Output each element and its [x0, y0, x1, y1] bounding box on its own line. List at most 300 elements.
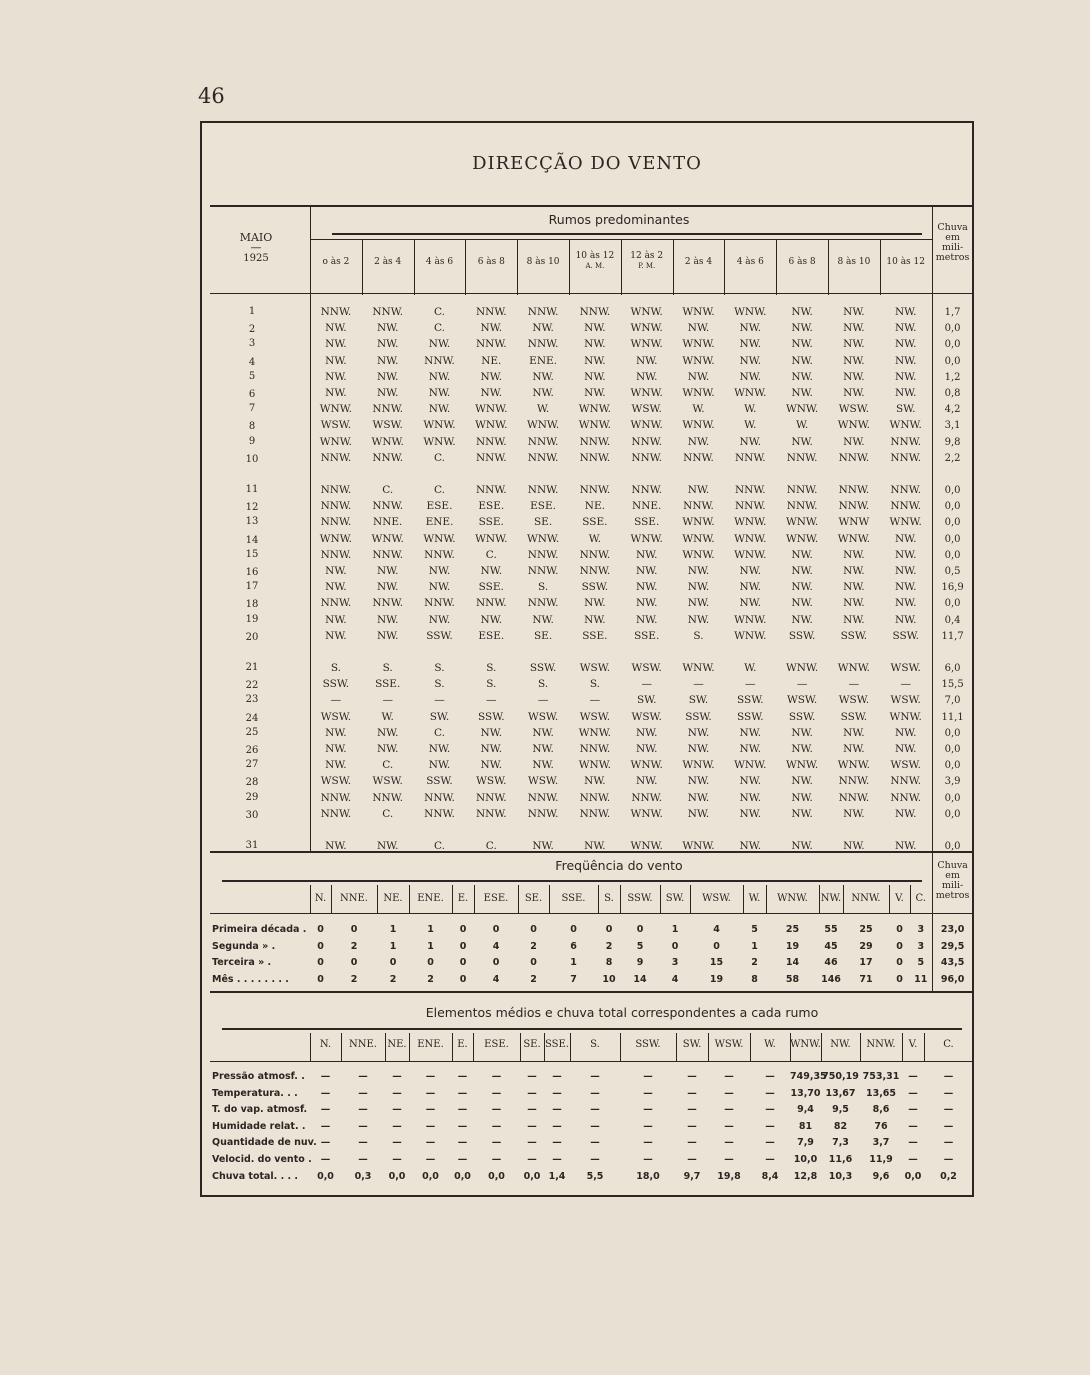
time-column-header — [310, 257, 362, 267]
wind-direction-cell: NNW. — [475, 791, 507, 804]
direction-column-header: SSE. — [544, 1039, 569, 1050]
wind-direction-cell: NNW. — [475, 484, 507, 496]
element-cell: — — [643, 1071, 653, 1082]
direction-column-header: NE. — [383, 893, 403, 904]
wind-direction-cell: SSW. — [685, 710, 712, 723]
wind-direction-cell: NNW. — [320, 807, 352, 820]
wind-direction-cell: NW. — [791, 840, 813, 852]
frequency-cell: 0 — [459, 924, 467, 935]
element-cell: — — [908, 1154, 918, 1165]
element-cell: — — [527, 1120, 537, 1132]
wind-direction-cell: S. — [538, 581, 549, 594]
element-cell: — — [457, 1120, 468, 1132]
frequency-cell: 1 — [389, 924, 397, 935]
wind-direction-cell: NW. — [376, 322, 399, 335]
element-cell: — — [908, 1087, 918, 1099]
element-cell: 0,0 — [422, 1170, 439, 1182]
wind-direction-cell: NW. — [687, 775, 710, 788]
wind-direction-cell: WNW. — [889, 419, 922, 432]
wind-direction-cell: W. — [744, 419, 757, 432]
frequency-cell: 0 — [317, 924, 324, 935]
wind-direction-cell: NW. — [532, 613, 554, 626]
section-rule — [210, 991, 972, 993]
frequency-cell: 2 — [350, 940, 358, 952]
element-cell: — — [643, 1154, 653, 1165]
element-cell: — — [491, 1154, 502, 1165]
frequency-cell: 9 — [636, 957, 644, 968]
wind-direction-cell: WNW. — [682, 338, 715, 351]
time-column-header-line: 10 às 12 — [886, 257, 925, 267]
rain-cell: 0,0 — [944, 501, 961, 513]
time-column-header-line: 6 às 8 — [477, 257, 505, 267]
rain-cell: 0,0 — [944, 727, 961, 739]
element-cell: 1,4 — [548, 1170, 566, 1182]
wind-direction-cell: NNW. — [320, 548, 352, 561]
col-divider — [776, 239, 777, 295]
section3-bracket — [222, 1028, 962, 1030]
wind-direction-cell: C. — [433, 306, 445, 318]
wind-direction-cell: NW. — [687, 743, 710, 755]
direction-column-header: NNE. — [349, 1039, 377, 1050]
wind-direction-cell: WSW. — [579, 662, 611, 674]
wind-direction-cell: WNW. — [682, 419, 715, 432]
wind-direction-cell: NNW. — [527, 597, 559, 610]
wind-direction-cell: NW. — [428, 743, 451, 755]
element-cell: — — [687, 1087, 697, 1099]
element-cell: — — [590, 1104, 600, 1116]
wind-direction-cell: WNW. — [734, 613, 767, 626]
wind-direction-cell: SE. — [533, 516, 553, 529]
wind-direction-cell: WNW. — [682, 662, 715, 674]
wind-direction-cell: NW. — [791, 387, 813, 399]
wind-direction-cell: NNW. — [424, 548, 455, 561]
wind-direction-cell: — — [796, 678, 808, 691]
wind-direction-cell: SW. — [895, 403, 916, 416]
wind-direction-cell: NNW. — [579, 306, 611, 318]
element-cell: — — [643, 1087, 653, 1099]
wind-direction-cell: — — [486, 694, 497, 707]
day-number: 31 — [245, 840, 259, 851]
wind-direction-cell: NW. — [843, 435, 865, 448]
wind-direction-cell: NNW. — [475, 597, 507, 610]
day-number: 28 — [245, 777, 259, 789]
frequency-cell: 6 — [570, 940, 577, 952]
element-cell: — — [687, 1071, 697, 1082]
element-cell: 0,3 — [354, 1170, 372, 1182]
element-cell: 5,5 — [586, 1170, 604, 1182]
day-number: 22 — [245, 680, 259, 692]
direction-column-header: SE. — [523, 1039, 541, 1050]
frequency-cell: 0 — [427, 957, 434, 968]
element-cell: — — [908, 1104, 918, 1116]
day-number: 10 — [245, 453, 259, 465]
wind-direction-cell: NW. — [532, 726, 554, 739]
frequency-rain-cell: 96,0 — [940, 973, 965, 985]
wind-direction-cell: NW. — [791, 597, 813, 610]
element-cell: — — [943, 1071, 954, 1082]
frequency-cell: 0 — [896, 973, 903, 985]
element-cell: — — [358, 1087, 368, 1099]
wind-direction-cell: NW. — [376, 613, 399, 626]
wind-direction-cell: NNW. — [838, 500, 870, 513]
col-divider — [517, 239, 518, 295]
wind-direction-cell: NW. — [325, 370, 347, 383]
element-cell: — — [724, 1137, 734, 1149]
element-cell: — — [552, 1154, 562, 1165]
element-cell: — — [590, 1154, 600, 1165]
frequency-cell: 0 — [459, 973, 467, 985]
element-cell: — — [943, 1154, 954, 1165]
time-column-header — [724, 257, 776, 267]
page-number: 46 — [198, 84, 225, 108]
wind-direction-cell: NNW. — [838, 791, 870, 804]
wind-direction-cell: NNW. — [475, 435, 507, 448]
frequency-cell: 0 — [605, 924, 613, 935]
wind-direction-cell: WNW. — [319, 435, 353, 448]
frequency-cell: 14 — [785, 957, 800, 968]
frequency-cell: 0 — [530, 924, 537, 935]
element-cell: 0,0 — [317, 1170, 334, 1182]
wind-direction-cell: SE. — [533, 629, 553, 642]
wind-direction-cell: NNW. — [424, 354, 455, 367]
day-number: 15 — [245, 548, 259, 560]
frequency-cell: 29 — [859, 940, 873, 952]
wind-direction-cell: WNW. — [578, 726, 612, 739]
wind-direction-cell: WNW. — [682, 759, 715, 772]
element-cell: 11,6 — [828, 1154, 853, 1165]
element-cell: — — [943, 1087, 954, 1099]
direction-column-header: C. — [943, 1039, 954, 1050]
wind-direction-cell: NW. — [325, 322, 347, 335]
wind-direction-cell: NNW. — [838, 484, 870, 496]
wind-direction-cell: NW. — [791, 581, 813, 594]
frequency-cell: 0 — [896, 924, 903, 935]
frequency-cell: 0 — [459, 957, 467, 968]
rain-cell: 2,2 — [944, 452, 961, 464]
wind-direction-cell: SW. — [636, 694, 657, 707]
wind-direction-cell: NW. — [791, 807, 813, 820]
wind-direction-cell: SSW. — [788, 629, 816, 642]
wind-direction-cell: NW. — [376, 387, 399, 399]
wind-direction-cell: NW. — [635, 743, 658, 755]
element-cell: 9,4 — [797, 1104, 814, 1116]
col-divider — [828, 239, 829, 295]
time-column-header-line: o às 2 — [322, 257, 350, 267]
wind-direction-cell: — — [330, 694, 342, 707]
wind-direction-cell: NW. — [428, 387, 451, 399]
wind-direction-cell: NNE. — [373, 516, 403, 529]
wind-direction-cell: WNW. — [785, 516, 819, 529]
time-column-header-line: A. M. — [585, 262, 605, 270]
wind-direction-cell: WNW. — [734, 387, 767, 399]
wind-direction-cell: NW. — [894, 807, 917, 820]
element-cell: — — [765, 1120, 775, 1132]
wind-direction-cell: NW. — [584, 840, 606, 852]
element-cell: — — [358, 1071, 368, 1082]
direction-column-header: C. — [915, 893, 927, 904]
frequency-cell: 5 — [917, 957, 925, 968]
element-cell: — — [491, 1104, 502, 1116]
frequency-cell: 8 — [605, 957, 613, 968]
element-cell: — — [908, 1120, 918, 1132]
wind-direction-cell: WSW. — [890, 662, 921, 674]
wind-direction-cell: WSW. — [631, 710, 662, 723]
wind-direction-cell: WNW. — [734, 548, 767, 561]
wind-direction-cell: NW. — [894, 581, 917, 594]
wind-direction-cell: NW. — [376, 629, 399, 642]
wind-direction-cell: SSE. — [375, 678, 401, 691]
day-number: 13 — [245, 516, 259, 528]
wind-direction-cell: S. — [589, 678, 600, 691]
direction-column-header: SW. — [665, 893, 685, 904]
wind-direction-cell: WNW. — [682, 840, 715, 852]
wind-direction-cell: WNW. — [475, 419, 508, 432]
direction-column-header: WSW. — [702, 893, 731, 904]
element-cell: 82 — [833, 1120, 848, 1132]
wind-direction-cell: NNW. — [838, 775, 870, 788]
wind-direction-cell: NW. — [791, 743, 813, 755]
element-cell: — — [320, 1137, 331, 1149]
wind-direction-cell: WSW. — [631, 662, 662, 674]
element-cell: — — [765, 1104, 775, 1116]
wind-direction-cell: S. — [693, 629, 704, 642]
element-cell: — — [425, 1104, 436, 1116]
wind-direction-cell: NW. — [325, 743, 347, 755]
element-cell: — — [590, 1087, 600, 1099]
wind-direction-cell: NW. — [791, 565, 813, 577]
wind-direction-cell: NW. — [325, 581, 347, 594]
frequency-cell: 1 — [570, 957, 577, 968]
element-cell: 13,70 — [790, 1087, 821, 1099]
frequency-cell: 2 — [350, 973, 358, 985]
wind-direction-cell: NW. — [894, 565, 917, 577]
wind-direction-cell: NW. — [739, 435, 762, 448]
wind-direction-cell: NW. — [843, 807, 865, 820]
rain-header-line: Chuva — [937, 860, 968, 871]
wind-direction-cell: WSW. — [527, 775, 559, 788]
element-cell: — — [943, 1137, 954, 1149]
wind-direction-cell: WNW. — [475, 403, 508, 416]
rain-cell: 0,8 — [944, 388, 961, 399]
day-number: 16 — [245, 567, 259, 578]
wind-direction-cell: NW. — [791, 338, 813, 351]
direction-column-header: NNE. — [340, 893, 368, 904]
frequency-cell: 2 — [530, 940, 537, 952]
day-number: 23 — [245, 694, 259, 706]
element-cell: 8,6 — [872, 1104, 890, 1116]
wind-direction-cell: NNW. — [475, 451, 507, 464]
time-column-header-line: 8 às 10 — [837, 257, 871, 267]
frequency-cell: 5 — [636, 940, 644, 952]
time-column-header — [517, 257, 569, 267]
wind-direction-cell: NW. — [894, 597, 917, 610]
wind-direction-cell: NNW. — [734, 500, 766, 513]
wind-direction-cell: C. — [433, 840, 445, 852]
frequency-cell: 8 — [751, 973, 758, 985]
wind-direction-cell: NW. — [325, 759, 347, 772]
wind-direction-cell: NNW. — [579, 791, 611, 804]
wind-direction-cell: WNW. — [837, 662, 871, 674]
wind-direction-cell: NNW. — [631, 484, 663, 496]
element-cell: — — [358, 1154, 368, 1165]
wind-direction-cell: W. — [536, 403, 550, 416]
wind-direction-cell: NNW. — [579, 807, 611, 820]
frequency-cell: 4 — [492, 940, 500, 952]
wind-direction-cell: NW. — [843, 322, 865, 335]
frequency-cell: 2 — [389, 973, 397, 985]
frequency-cell: 3 — [671, 957, 679, 968]
wind-direction-cell: SSW. — [737, 694, 764, 707]
wind-direction-cell: NNW. — [527, 451, 559, 464]
rain-cell: 1,2 — [944, 371, 961, 383]
frequency-cell: 71 — [859, 973, 873, 985]
wind-direction-cell: NW. — [894, 532, 917, 545]
direction-column-header: NW. — [830, 1039, 851, 1050]
wind-direction-cell: NW. — [791, 726, 813, 739]
direction-column-header: NNW. — [866, 1039, 896, 1050]
wind-direction-cell: — — [434, 694, 445, 707]
wind-direction-cell: NW. — [428, 613, 451, 626]
frequency-cell: 0 — [492, 957, 500, 968]
wind-direction-cell: SSW. — [840, 629, 868, 642]
element-cell: 7,3 — [832, 1137, 849, 1149]
wind-direction-cell: WNW. — [837, 419, 871, 432]
rain-cell: 3,9 — [944, 776, 961, 788]
wind-direction-cell: WNW. — [630, 840, 663, 852]
time-column-header — [621, 251, 673, 271]
wind-direction-cell: NW. — [687, 435, 710, 448]
wind-direction-cell: NNW. — [424, 791, 455, 804]
element-cell: — — [552, 1071, 562, 1082]
time-column-header — [673, 257, 725, 267]
wind-direction-cell: NNW. — [579, 565, 611, 577]
wind-direction-cell: NNW. — [631, 435, 663, 448]
wind-direction-cell: NNW. — [527, 807, 559, 820]
section2-title: Freqüência do vento — [555, 858, 683, 873]
wind-direction-cell: WNW. — [578, 403, 612, 416]
frequency-rain-cell: 43,5 — [940, 957, 965, 968]
wind-direction-cell: SW. — [688, 694, 709, 707]
wind-direction-cell: C. — [382, 484, 394, 496]
section2-bracket — [222, 880, 922, 882]
wind-direction-cell: NW. — [325, 840, 347, 852]
wind-direction-cell: ESE. — [478, 500, 505, 513]
section3-title: Elementos médios e chuva total correspondentes a cada rumo — [425, 1005, 819, 1020]
day-number: 6 — [248, 389, 256, 400]
element-row-label: Humidade relat. . — [212, 1120, 306, 1132]
frequency-cell: 14 — [633, 973, 647, 985]
wind-direction-cell: NW. — [480, 726, 503, 739]
wind-direction-cell: NW. — [635, 581, 658, 594]
day-number: 14 — [245, 534, 259, 546]
frequency-cell: 0 — [530, 957, 537, 968]
wind-direction-cell: NW. — [894, 548, 917, 561]
wind-direction-cell: NW. — [584, 613, 606, 626]
wind-direction-cell: NW. — [532, 370, 554, 383]
section1-title: Rumos predominantes — [548, 212, 690, 227]
time-column-header — [465, 257, 517, 267]
frequency-cell: 3 — [917, 940, 925, 952]
wind-direction-cell: NNW. — [475, 807, 507, 820]
wind-direction-cell: NNW. — [579, 548, 611, 561]
element-cell: — — [320, 1104, 331, 1116]
wind-direction-cell: NNW. — [320, 516, 352, 529]
wind-direction-cell: NW. — [739, 791, 762, 804]
wind-direction-cell: NW. — [791, 370, 813, 383]
wind-direction-cell: NW. — [687, 613, 710, 626]
element-cell: 9,7 — [683, 1170, 701, 1182]
wind-direction-cell: NW. — [687, 807, 710, 820]
rain-cell: 0,0 — [944, 598, 961, 610]
wind-direction-cell: NW. — [428, 403, 451, 416]
element-cell: 0,0 — [904, 1170, 922, 1182]
wind-direction-cell: — — [745, 678, 756, 691]
rain-cell: 3,1 — [944, 420, 961, 432]
frequency-cell: 0 — [317, 973, 324, 985]
wind-direction-cell: NW. — [894, 743, 917, 755]
element-cell: — — [724, 1154, 734, 1165]
element-cell: — — [527, 1154, 537, 1165]
frequency-cell: 0 — [389, 957, 397, 968]
wind-direction-cell: W. — [588, 532, 602, 545]
time-column-header-line: P. M. — [638, 262, 656, 270]
wind-direction-cell: — — [589, 694, 601, 707]
wind-direction-cell: SSW. — [529, 662, 557, 674]
rain-cell: 0,0 — [944, 549, 961, 561]
day-number: 4 — [248, 356, 256, 368]
frequency-cell: 0 — [350, 957, 358, 968]
wind-direction-cell: NW. — [843, 548, 865, 561]
wind-direction-cell: NNW. — [320, 791, 352, 804]
element-cell: — — [643, 1104, 653, 1116]
wind-direction-cell: WNW. — [734, 532, 767, 545]
time-column-header-line: 2 às 4 — [684, 257, 713, 267]
frequency-cell: 1 — [751, 940, 758, 952]
wind-direction-cell: NW. — [428, 759, 451, 772]
frequency-cell: 0 — [671, 940, 679, 952]
element-cell: — — [491, 1087, 502, 1099]
day-number: 9 — [248, 435, 256, 447]
month-label: MAIO — [239, 231, 273, 244]
wind-direction-cell: NW. — [428, 370, 451, 383]
wind-direction-cell: NW. — [428, 581, 451, 594]
wind-direction-cell: S. — [382, 662, 393, 674]
wind-direction-cell: NW. — [480, 743, 503, 755]
rain-header-line: Chuva — [937, 222, 968, 233]
frequency-cell: 58 — [785, 973, 800, 985]
wind-direction-cell: WNW. — [630, 338, 663, 351]
rain-cell: 11,7 — [941, 630, 964, 642]
wind-direction-cell: NNW. — [734, 484, 766, 496]
rain-cell: 0,5 — [944, 566, 961, 577]
wind-direction-cell: NW. — [480, 370, 503, 383]
frequency-rain-header — [932, 861, 974, 901]
wind-direction-cell: WNW. — [734, 306, 767, 318]
element-cell: — — [687, 1154, 697, 1165]
wind-direction-cell: NW. — [376, 840, 399, 852]
element-cell: — — [643, 1137, 653, 1149]
wind-direction-cell: NW. — [532, 840, 554, 852]
direction-column-header: W. — [764, 1039, 776, 1050]
wind-direction-cell: NNW. — [786, 451, 818, 464]
day-number: 29 — [245, 791, 259, 803]
wind-direction-cell: NW. — [739, 743, 762, 755]
wind-direction-cell: NW. — [739, 338, 762, 351]
wind-direction-cell: NNW. — [786, 500, 818, 513]
wind-direction-cell: NW. — [635, 548, 658, 561]
time-column-header-line: 2 às 4 — [374, 257, 402, 267]
element-cell: — — [457, 1154, 468, 1165]
